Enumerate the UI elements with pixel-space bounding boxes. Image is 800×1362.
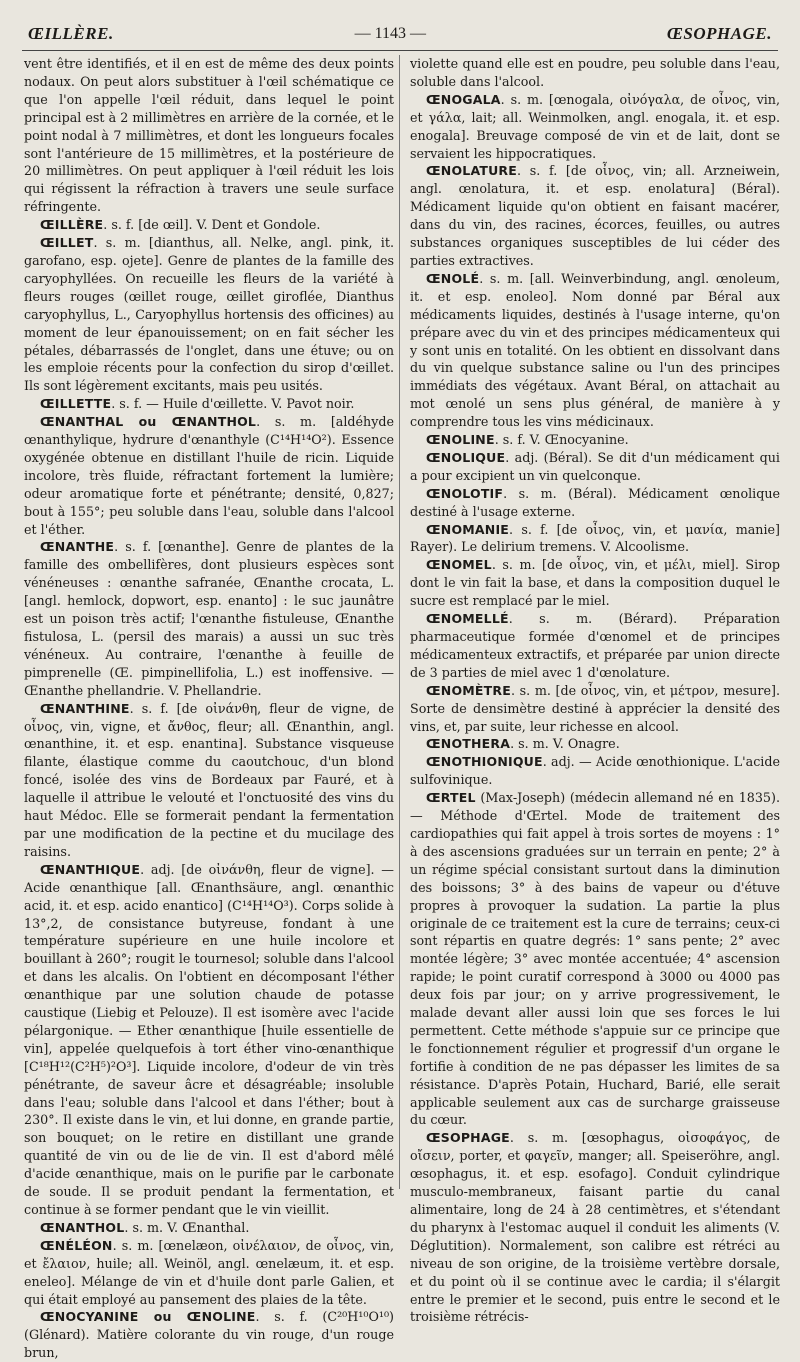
entry-text: . s. m. (Bérard). Préparation pharmaceutique formée d'œnomel et de principes médicamenteux extractifs, et préparée par union directe de 3 parties de miel avec 1 d'œnolature. bbox=[410, 611, 780, 680]
page-header bbox=[28, 22, 772, 46]
dictionary-entry bbox=[24, 216, 394, 234]
dictionary-entry bbox=[24, 234, 394, 395]
entry-text: . s. m. [dianthus, all. Nelke, angl. pink, it. garofano, esp. ojete]. Genre de plantes de la famille des caryophyllées. On recueille les fleurs de la variété à fleurs rouges (œillet rouge, œillet giroflée, Dianthus caryophyllus, L., Caryophyllus hortensis des officines) au moment de leur épanouissement; on en fait sécher les pétales, débarrassés de l'onglet, dans une étuve; ou on les emploie récents pour la confection du sirop d'œillet. Ils sont légèrement excitants, mais peu usités. bbox=[24, 235, 394, 394]
dictionary-entry bbox=[24, 395, 394, 413]
entry-headword: ŒILLET bbox=[40, 235, 94, 251]
header-rule bbox=[22, 50, 778, 51]
entry-headword: ŒNOLOTIF bbox=[426, 485, 504, 501]
entry-text: . s. m. [all. Weinverbindung, angl. œnoleum, it. et esp. enoleo]. Nom donné par Béral aux médicaments liquides, destinés à l'usage interne, qu'on prépare avec du vin et des principes médicamenteux qui y sont unis en totalité. On les obtient en dissolvant dans du vin quelque substance saline ou l'un des principes immédiats des végétaux. Avant Béral, on attachait au mot œnolé un sens plus général, de manière à y comprendre tous les vins médicinaux. bbox=[410, 270, 780, 430]
dictionary-entry bbox=[410, 735, 780, 753]
entry-text: . adj. [de οἰνάνθη, fleur de vigne]. — Acide œnanthique [all. Œnanthsäure, angl. œnanthic acid, it. et esp. acido enantico] (C¹⁴H¹⁴O³). Corps solide à 13°,2, de consistance butyreuse, fondant à une température supérieure en une huile incolore et bouillant à 260°; rougit le tournesol; soluble dans l'alcool et dans les alcalis. On l'obtient en décomposant l'éther œnanthique par une solution chaude de potasse caustique (Liebig et Pelouze). Il est isomère avec l'acide pélargonique. — Ether œnanthique [huile essentielle de vin], appelée quelquefois à tort éther vino-œnanthique [C¹⁸H¹²(C²H⁵)²O³]. Liquide incolore, d'odeur de vin très pénétrante, de saveur âcre et désagréable; insoluble dans l'eau; soluble dans l'alcool et dans l'éther; bout à 230°. Il existe dans le vin, et lui donne, en grande partie, son bouquet; on le retire en distillant une grande quantité de vin ou de lie de vin. Il est d'abord mêlé d'acide œnanthique, mais on le purifie par le carbonate de soude. Il se produit pendant la fermentation, et continue à se former pendant que le vin vieillit. bbox=[24, 861, 394, 1217]
entry-headword: ŒILLETTE bbox=[40, 396, 112, 412]
entry-text: . s. f. [de œil]. V. Dent et Gondole. bbox=[103, 217, 321, 233]
dictionary-entry bbox=[410, 91, 780, 163]
entry-text: . s. f. V. Œnocyanine. bbox=[494, 432, 629, 448]
entry-headword: ŒNOTHERA bbox=[426, 736, 511, 752]
column-divider bbox=[399, 55, 400, 1189]
entry-headword: ŒNANTHIQUE bbox=[40, 861, 141, 877]
entry-headword: ŒNANTHE bbox=[40, 539, 115, 555]
left-column bbox=[24, 55, 394, 1361]
entry-text: . s. f. [œnanthe]. Genre de plantes de la famille des ombellifères, dont plusieurs espèces sont vénéneuses : œnanthe safranée, Œnanthe crocata, L. [angl. hemlock, dopwort, esp. enanto] : le suc jaunâtre est un poison très actif; l'œnanthe fistuleuse, Œnanthe fistulosa, L. (persil des marais) a aussi un suc très vénéneux. Au contraire, l'œnanthe à feuille de pimprenelle (Œ. pimpinellifolia, L.) est inoffensive. — Œnanthe phellandrie. V. Phellandrie. bbox=[24, 539, 394, 698]
header-left-word: ŒILLÈRE. bbox=[28, 24, 114, 43]
entry-text: . s. f. [de οἶνος, vin; all. Arzneiwein, angl. œnolatura, it. et esp. enolatura] (Béral). Médicament liquide qu'on obtient en faisant macérer, dans du vin, des racines, écorces, feuilles, ou autres substances organiques susceptibles de lui céder des parties extractives. bbox=[410, 163, 780, 268]
dictionary-entry bbox=[24, 538, 394, 699]
entry-text: . s. m. [de οἶνος, vin, et μέλι, miel]. Sirop dont le vin fait la base, et dans la composition duquel le sucre est remplacé par le miel. bbox=[410, 557, 780, 609]
entry-headword: ŒNOLATURE bbox=[426, 163, 517, 179]
entry-headword: ŒNOMÈTRE bbox=[426, 682, 511, 698]
entry-text: . s. f. (C²⁰H¹⁰O¹⁰) (Glénard). Matière colorante du vin rouge, d'un rouge brun, bbox=[24, 1309, 394, 1361]
entry-text: . adj. — Acide œnothionique. L'acide sulfovinique. bbox=[410, 754, 780, 788]
entry-headword: ŒNANTHAL ou ŒNANTHOL bbox=[40, 414, 257, 430]
entry-headword: ŒILLÈRE bbox=[40, 217, 104, 233]
right-column bbox=[410, 55, 780, 1325]
dictionary-entry bbox=[24, 55, 394, 216]
dictionary-entry bbox=[410, 789, 780, 1129]
entry-headword: ŒNOLÉ bbox=[426, 270, 480, 286]
entry-text: . s. m. [œnogala, οἰνόγαλα, de οἶνος, vin, et γάλα, lait; all. Weinmolken, angl. enogala, it. et esp. enogala]. Breuvage composé de vin et de lait, dont se servaient les hippocratiques. bbox=[410, 91, 780, 161]
entry-text: . s. f. [de οἶνος, vin, et μανία, manie] Rayer). Le delirium tremens. V. Alcoolisme. bbox=[410, 521, 780, 555]
entry-headword: ŒNOLINE bbox=[426, 432, 495, 448]
dictionary-entry bbox=[410, 431, 780, 449]
entry-headword: ŒRTEL bbox=[426, 790, 476, 806]
dictionary-entry bbox=[410, 521, 780, 557]
entry-headword: ŒNÉLÉON bbox=[40, 1237, 113, 1253]
entry-headword: ŒNOCYANINE ou ŒNOLINE bbox=[40, 1309, 256, 1325]
dictionary-entry bbox=[410, 682, 780, 736]
dictionary-entry bbox=[410, 485, 780, 521]
dictionary-entry bbox=[410, 449, 780, 485]
dictionary-entry bbox=[410, 556, 780, 610]
dictionary-entry bbox=[410, 55, 780, 91]
entry-headword: ŒNOLIQUE bbox=[426, 449, 506, 465]
entry-text: . s. m. V. Onagre. bbox=[510, 736, 620, 752]
page-number: — 1143 — bbox=[354, 25, 426, 42]
entry-headword: ŒNOGALA bbox=[426, 91, 501, 107]
entry-text: (Max-Joseph) (médecin allemand né en 1835). — Méthode d'Œrtel. Mode de traitement des cardiopathies qui fait appel à trois sortes de moyens : 1° à des ascensions graduées sur un terrain en pente; 2° à un régime spécial consistant surtout dans la diminution des boissons; 3° à des bains de vapeur ou d'étuve propres à provoquer la sudation. La partie la plus originale de ce traitement est la cure de terrains; ceux-ci sont répartis en quatre degrés: 1° sans pente; 2° avec montée légère; 3° avec montée accentuée; 4° ascension rapide; le point curatif correspond à 3000 ou 4000 pas deux fois par jour; on y arrive progressivement, le malade devant aller aussi loin que ses forces le lui permettent. Cette méthode s'appuie sur ce principe que le fonctionnement régulier et progressif d'un organe le fortifie à condition de ne pas dépasser les limites de sa résistance. D'après Potain, Huchard, Barié, elle serait applicable seulement aux cas de surcharge graisseuse du cœur. bbox=[410, 790, 780, 1128]
entry-text: . s. m. [œsophagus, οἰσοφάγος, de οἴσειν, porter, et φαγεῖν, manger; all. Speiseröhre, angl. œsophagus, it. et esp. esofago]. Conduit cylindrique musculo-membraneux, faisant partie du canal alimentaire, long de 24 à 28 centimètres, et s'étendant du pharynx à l'estomac auquel il conduit les aliments (V. Déglutition). Normalement, son calibre est rétréci au niveau de son origine, de la troisième vertèbre dorsale, et du point où il se continue avec le cardia; il s'élargit entre le premier et le second, puis entre le second et le troisième rétrécis- bbox=[410, 1130, 780, 1325]
entry-text: . s. f. — Huile d'œillette. V. Pavot noir. bbox=[111, 396, 355, 412]
entry-headword: ŒSOPHAGE bbox=[426, 1130, 510, 1146]
entry-text: . s. m. [de οἶνος, vin, et μέτρον, mesure]. Sorte de densimètre destiné à apprécier la densité des vins, et, par suite, leur richesse en alcool. bbox=[410, 682, 780, 734]
dictionary-entry bbox=[410, 270, 780, 431]
entry-text: . s. m. (Béral). Médicament œnolique destiné à l'usage externe. bbox=[410, 485, 780, 519]
entry-text: . s. m. V. Œnanthal. bbox=[124, 1219, 250, 1235]
dictionary-entry bbox=[410, 753, 780, 789]
entry-text: . s. m. [aldéhyde œnanthylique, hydrure d'œnanthyle (C¹⁴H¹⁴O²). Essence oxygénée obtenue en distillant l'huile de ricin. Liquide incolore, très fluide, réfractant fortement la lumière; odeur aromatique forte et pénétrante; densité, 0,827; bout à 155°; peu soluble dans l'eau, soluble dans l'alcool et l'éther. bbox=[24, 414, 394, 537]
dictionary-entry bbox=[24, 861, 394, 1219]
dictionary-entry bbox=[24, 413, 394, 538]
entry-text: . s. f. [de οἰνάνθη, fleur de vigne, de οἶνος, vin, vigne, et ἄνθος, fleur; all. Œnanthin, angl. œnanthine, it. et esp. enantina]. Substance visqueuse filante, élastique comme du caoutchouc, d'un blond foncé, isolée des vins de Bordeaux par Fauré, et à laquelle il attribue le velouté et l'onctuosité des vins du haut Médoc. Elle se formerait pendant la fermentation par une modification de la pectine et du mucilage des raisins. bbox=[24, 700, 394, 859]
entry-headword: ŒNOTHIONIQUE bbox=[426, 754, 543, 770]
dictionary-entry bbox=[410, 162, 780, 269]
dictionary-entry bbox=[410, 610, 780, 682]
entry-text: violette quand elle est en poudre, peu soluble dans l'eau, soluble dans l'alcool. bbox=[410, 56, 780, 89]
entry-headword: ŒNOMELLÉ bbox=[426, 611, 509, 627]
dictionary-entry bbox=[24, 700, 394, 861]
dictionary-entry bbox=[24, 1219, 394, 1237]
entry-text: vent être identifiés, et il en est de même des deux points nodaux. On peut alors substituer à l'œil schématique ce que l'on appelle l'œil réduit, dans lequel le point principal est à 2 millimètres en arrière de la cornée, et le point nodal à 7 millimètres, et dont les longueurs focales sont l'antérieure de 15 millimètres, et la postérieure de 20 millimètres. On peut appliquer à l'œil réduit les lois qui régissent la réfraction à travers une seule surface réfringente. bbox=[24, 56, 394, 215]
entry-headword: ŒNANTHINE bbox=[40, 700, 130, 716]
entry-text: . adj. (Béral). Se dit d'un médicament qui a pour excipient un vin quelconque. bbox=[410, 449, 780, 483]
entry-headword: ŒNOMANIE bbox=[426, 521, 510, 537]
entry-headword: ŒNANTHOL bbox=[40, 1219, 125, 1235]
entry-headword: ŒNOMEL bbox=[426, 557, 492, 573]
dictionary-entry bbox=[410, 1129, 780, 1326]
entry-text: . s. m. [œnelæon, οἰνέλαιον, de οἶνος, vin, et ἔλαιον, huile; all. Weinöl, angl. œnelæum, it. et esp. eneleo]. Mélange de vin et d'huile dont parle Galien, et qui était employé au pansement des plaies de la tête. bbox=[24, 1237, 394, 1307]
dictionary-entry bbox=[24, 1237, 394, 1309]
header-right-word: ŒSOPHAGE. bbox=[666, 24, 772, 43]
dictionary-entry bbox=[24, 1308, 394, 1362]
